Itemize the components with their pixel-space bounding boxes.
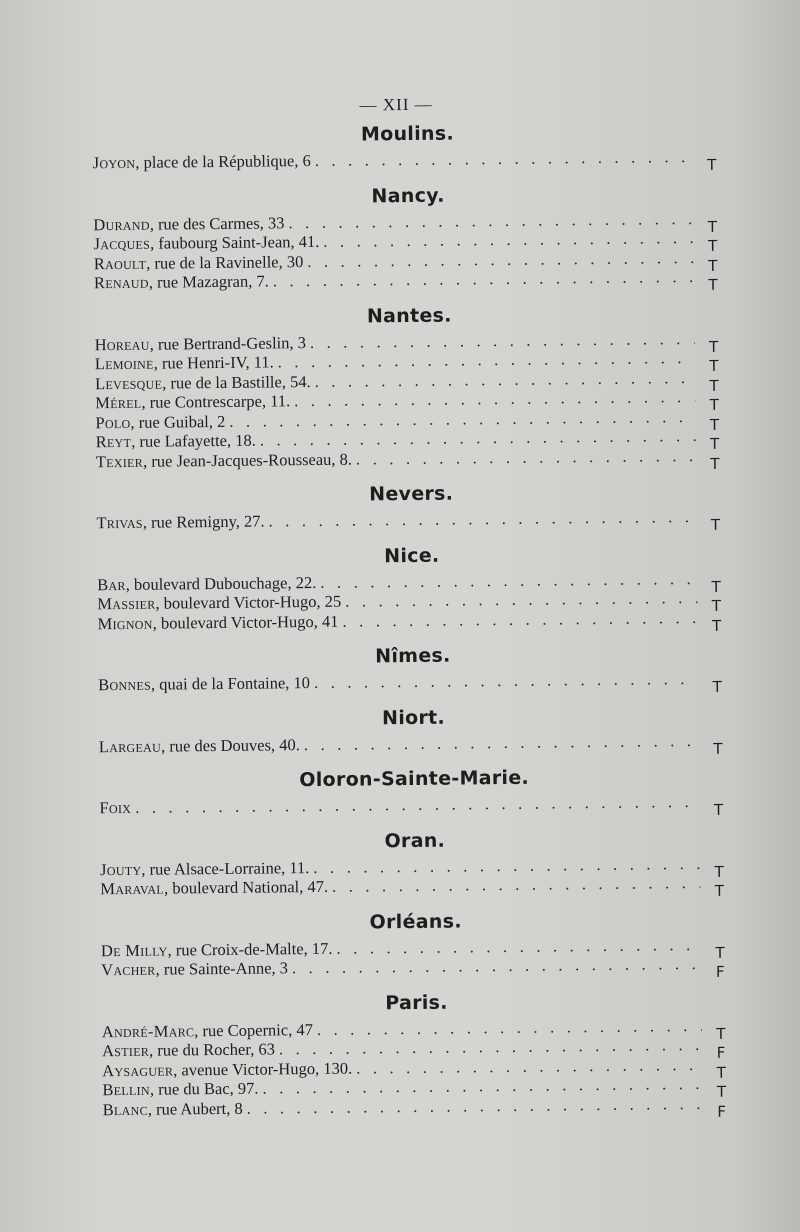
dot-leader (332, 873, 700, 896)
entry-text (93, 213, 284, 235)
entry-separator: , (141, 859, 150, 879)
city-heading: Oran. (384, 829, 446, 852)
entry-name: Durand (93, 214, 150, 234)
entry-text (96, 431, 256, 452)
city-heading: Nîmes. (375, 644, 451, 668)
entry-separator: , (173, 1059, 182, 1080)
entry-separator: , (125, 574, 135, 594)
entry-text (96, 449, 352, 471)
entry-separator: , (163, 878, 173, 898)
entry-separator: , (142, 451, 152, 471)
entry-separator: , (162, 372, 171, 393)
entry-name: Texier (95, 451, 144, 471)
entry-address: rue Croix-de-Malte, 17. (175, 938, 333, 959)
entry-name: Trivas (96, 512, 143, 533)
entry-name: Raoult (93, 253, 147, 273)
city-heading: Nantes. (366, 304, 452, 327)
entry-name: Lemoine (94, 353, 154, 374)
entry-text (102, 1020, 313, 1042)
entry-separator: , (149, 334, 159, 354)
dot-leader (304, 730, 699, 754)
entry-address: place de la République, 6 (143, 151, 311, 172)
entry-name: Mignon (97, 613, 153, 633)
entry-address: rue Henri-IV, 11. (161, 352, 274, 373)
entry-text (102, 1079, 258, 1100)
entry-code: T (716, 1024, 726, 1043)
entry-text (94, 271, 269, 292)
entry-code: T (713, 739, 723, 758)
entry-separator: , (167, 939, 176, 960)
entry-text (101, 938, 333, 960)
entry-separator: , (152, 613, 162, 633)
entry-text (97, 592, 341, 614)
entry-address: rue Aubert, 8 (155, 1098, 243, 1119)
entry-separator: , (150, 674, 160, 694)
entry-code: T (711, 577, 721, 596)
entry-text (99, 798, 131, 818)
entry-code: T (714, 862, 724, 881)
entry-address: rue Bertrand-Geslin, 3 (157, 332, 307, 354)
entry-name: Vacher (101, 959, 156, 980)
entry-code: T (709, 376, 719, 395)
entry-address: rue des Carmes, 33 (157, 212, 285, 234)
entry-separator: , (150, 233, 159, 253)
entry-code: T (711, 616, 722, 635)
entry-text (101, 958, 288, 979)
entry-code: T (708, 256, 718, 275)
entry-address: rue Remigny, 27. (150, 511, 265, 532)
entry-separator: , (131, 431, 140, 451)
entry-text (102, 1039, 275, 1060)
entry-name: De Milly (100, 940, 168, 960)
entry-name: Bar (97, 574, 126, 594)
entry-address: boulevard Victor-Hugo, 25 (163, 591, 342, 613)
entry-address: rue Guibal, 2 (138, 411, 226, 432)
entry-separator: , (141, 392, 150, 412)
entry-code: F (717, 1102, 727, 1121)
entry-name: Bonnes (98, 674, 152, 695)
entry-address: rue du Rocher, 63 (157, 1039, 275, 1060)
entry-address: rue Alsace-Lorraine, 11. (149, 857, 310, 879)
entry-code: T (716, 1063, 726, 1082)
entry-name: Polo (95, 412, 131, 432)
entry-name: Horeau (94, 334, 150, 354)
entry-separator: , (155, 959, 164, 979)
entry-separator: , (149, 1079, 159, 1099)
entry-text (95, 391, 290, 413)
dot-leader (292, 954, 701, 978)
entry-code: F (715, 962, 725, 981)
entry-separator: , (146, 253, 155, 273)
entry-separator: , (149, 214, 159, 234)
entry-address: avenue Victor-Hugo, 130. (181, 1058, 353, 1079)
dot-leader (315, 147, 693, 170)
entry-code: T (710, 515, 721, 534)
entry-text (99, 735, 300, 757)
entry-code: T (709, 395, 719, 414)
entry-name: Foix (99, 797, 132, 818)
entry-name: Renaud (93, 272, 149, 293)
entry-code: T (707, 217, 718, 236)
entry-name: Reyt (95, 431, 132, 452)
entry-name: Maraval (100, 878, 165, 899)
city-heading: Nancy. (371, 184, 445, 207)
entry-text (97, 572, 316, 594)
entry-address: rue des Douves, 40. (169, 734, 300, 756)
entry-name: Levesque (94, 373, 163, 393)
city-heading: Orléans. (369, 909, 462, 933)
entry-separator: , (155, 593, 164, 613)
entry-separator: , (142, 512, 152, 532)
entry-address: boulevard Victor-Hugo, 41 (160, 611, 339, 633)
entry-separator: , (130, 412, 139, 432)
entry-address: boulevard Dubouchage, 22. (133, 572, 317, 594)
entry-name: Aysaguer (102, 1060, 174, 1080)
entry-name: Mérel (95, 392, 142, 413)
entry-address: faubourg Saint-Jean, 41. (158, 231, 320, 253)
entry-name: Astier (101, 1040, 150, 1061)
entry-address: quai de la Fontaine, 10 (159, 673, 311, 694)
entry-code: T (712, 677, 722, 696)
entry-text (96, 512, 264, 533)
entry-code: T (713, 800, 724, 819)
entry-code: T (716, 1082, 727, 1101)
entry-code: T (707, 155, 717, 174)
dot-leader (273, 267, 694, 291)
dot-leader (314, 669, 698, 693)
entry-code: T (707, 236, 718, 255)
entry-code: T (709, 356, 719, 375)
entry-code: T (708, 275, 718, 294)
entry-text (93, 151, 311, 173)
entry-text (94, 252, 304, 274)
entry-address: rue Contrescarpe, 11. (149, 391, 291, 412)
entry-address: rue du Bac, 97. (158, 1078, 259, 1099)
entry-code: T (708, 337, 719, 356)
directory-listing (92, 89, 733, 1120)
dot-leader (356, 445, 696, 468)
city-heading: Moulins. (360, 122, 455, 146)
dot-leader (342, 607, 697, 630)
entry-name: Jouty (100, 859, 142, 879)
dot-leader (268, 507, 696, 531)
entry-text (95, 352, 274, 373)
entry-address: rue Sainte-Anne, 3 (163, 958, 289, 979)
dot-leader (247, 1093, 703, 1117)
city-heading: Niort. (381, 706, 446, 729)
entry-address: rue de la Ravinelle, 30 (154, 251, 304, 273)
entry-name: Jacques (93, 233, 151, 254)
entry-name: Blanc (102, 1099, 148, 1119)
page-number: — XII — (359, 94, 433, 115)
city-heading: Oloron-Sainte-Marie. (299, 766, 530, 792)
entry-code: T (709, 415, 720, 434)
entry-code: F (716, 1043, 726, 1062)
entry-code: T (715, 943, 725, 962)
entry-separator: , (160, 736, 170, 756)
entry-separator: , (148, 272, 158, 292)
entry-code: T (714, 881, 725, 900)
entry-name: Largeau (98, 736, 162, 756)
entry-text (100, 877, 328, 899)
entry-name: Joyon (92, 152, 136, 173)
entry-address: rue Mazagran, 7. (156, 271, 269, 292)
entry-code: T (711, 596, 722, 615)
entry-text (102, 1058, 352, 1080)
entry-text (97, 611, 338, 633)
entry-text (95, 411, 225, 432)
entry-text (100, 858, 309, 880)
entry-code: T (710, 434, 720, 453)
entry-name: Massier (97, 593, 156, 614)
entry-text (103, 1098, 243, 1119)
entry-text (95, 333, 307, 355)
entry-separator: , (147, 1099, 157, 1119)
entry-separator: , (153, 353, 163, 373)
entry-name: André-Marc (101, 1020, 195, 1041)
city-heading: Nice. (384, 544, 440, 567)
entry-address: rue Lafayette, 18. (139, 430, 256, 451)
city-heading: Nevers. (369, 482, 454, 506)
entry-separator: , (148, 1040, 158, 1060)
entry-name: Bellin (102, 1079, 150, 1100)
entry-text (95, 372, 311, 394)
entry-address: boulevard National, 47. (172, 876, 329, 898)
entry-text (98, 673, 310, 695)
entry-separator: , (135, 152, 144, 172)
entry-address: rue Copernic, 47 (202, 1019, 314, 1040)
city-heading: Paris. (385, 991, 448, 1014)
entry-code: T (710, 454, 720, 473)
entry-address: rue de la Bastille, 54. (170, 371, 311, 392)
entry-address: rue Jean-Jacques-Rousseau, 8. (151, 449, 353, 471)
entry-separator: , (194, 1020, 203, 1040)
entry-text (93, 232, 319, 254)
